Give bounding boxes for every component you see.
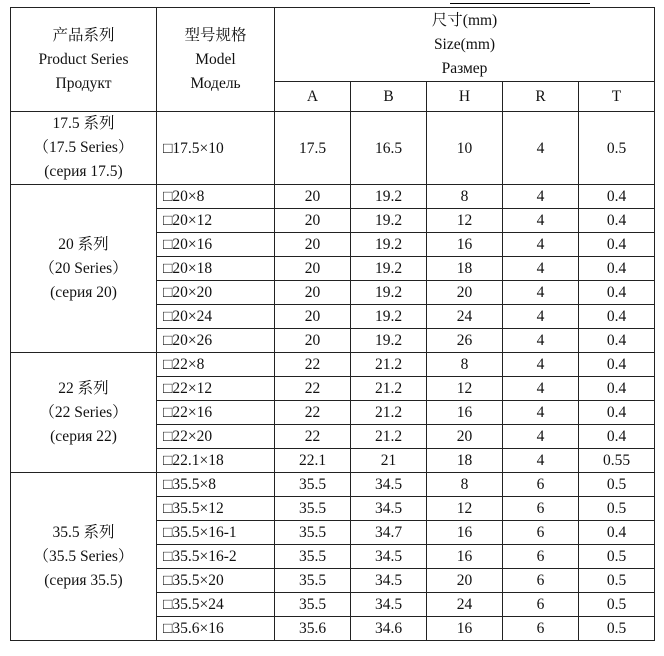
series-label-line: 20 系列 (58, 235, 109, 253)
size-t-cell: 0.5 (579, 593, 655, 617)
size-h-cell: 16 (427, 617, 503, 641)
size-t-cell: 0.4 (579, 353, 655, 377)
series-group-cell (11, 473, 157, 641)
size-a-cell: 20 (275, 257, 351, 281)
size-t-cell: 0.4 (579, 233, 655, 257)
series-label-line: 35.5 系列 (52, 523, 115, 541)
size-t-cell: 0.4 (579, 305, 655, 329)
size-r-cell: 4 (503, 281, 579, 305)
model-cell: □35.6×16 (157, 617, 275, 641)
series-label-line: 22 系列 (58, 379, 109, 397)
model-cell: □20×24 (157, 305, 275, 329)
size-r-cell: 4 (503, 112, 579, 185)
size-h-cell: 8 (427, 473, 503, 497)
size-b-cell: 21.2 (351, 401, 427, 425)
series-group-cell (11, 353, 157, 473)
size-t-cell: 0.4 (579, 185, 655, 209)
model-cell: □22×8 (157, 353, 275, 377)
size-t-cell: 0.4 (579, 425, 655, 449)
size-t-cell: 0.5 (579, 569, 655, 593)
model-cell: □20×16 (157, 233, 275, 257)
size-t-cell: 0.5 (579, 545, 655, 569)
header-row-1 (11, 8, 655, 82)
size-b-cell: 34.5 (351, 569, 427, 593)
size-t-cell: 0.4 (579, 329, 655, 353)
size-r-cell: 4 (503, 305, 579, 329)
size-t-cell: 0.4 (579, 257, 655, 281)
model-cell: □35.5×8 (157, 473, 275, 497)
size-h-cell: 18 (427, 449, 503, 473)
size-a-cell: 20 (275, 185, 351, 209)
size-r-cell: 4 (503, 257, 579, 281)
series-label-line: （17.5 Series） (33, 139, 134, 156)
series-label-line: 17.5 系列 (52, 115, 115, 132)
header-model-en: Model (195, 50, 236, 68)
header-product-series-ru: Продукт (55, 74, 112, 92)
size-h-cell: 8 (427, 185, 503, 209)
size-a-cell: 22 (275, 353, 351, 377)
size-r-cell: 6 (503, 521, 579, 545)
series-label-line: (серия 17.5) (44, 163, 123, 180)
model-cell: □22.1×18 (157, 449, 275, 473)
size-h-cell: 12 (427, 209, 503, 233)
size-b-cell: 21.2 (351, 425, 427, 449)
model-cell: □22×20 (157, 425, 275, 449)
size-a-cell: 22 (275, 377, 351, 401)
size-h-cell: 12 (427, 377, 503, 401)
size-t-cell: 0.55 (579, 449, 655, 473)
size-b-cell: 16.5 (351, 112, 427, 185)
header-size-zh: 尺寸(mm) (431, 11, 498, 29)
model-cell: □20×26 (157, 329, 275, 353)
header-model-ru: Модель (190, 74, 241, 92)
size-r-cell: 4 (503, 377, 579, 401)
size-a-cell: 35.5 (275, 569, 351, 593)
series-group-cell (11, 185, 157, 353)
model-cell: □22×12 (157, 377, 275, 401)
size-t-cell: 0.4 (579, 401, 655, 425)
size-b-cell: 19.2 (351, 185, 427, 209)
model-cell: □22×16 (157, 401, 275, 425)
size-b-cell: 34.5 (351, 497, 427, 521)
model-cell: □20×18 (157, 257, 275, 281)
size-h-cell: 20 (427, 569, 503, 593)
series-label-line: （20 Series） (39, 259, 128, 277)
size-a-cell: 35.5 (275, 545, 351, 569)
size-b-cell: 19.2 (351, 281, 427, 305)
size-t-cell: 0.4 (579, 521, 655, 545)
size-r-cell: 6 (503, 569, 579, 593)
size-a-cell: 35.5 (275, 473, 351, 497)
spec-table (10, 7, 655, 641)
header-product-series-zh: 产品系列 (52, 26, 115, 44)
series-label-line: (серия 20) (50, 283, 117, 301)
size-a-cell: 35.6 (275, 617, 351, 641)
size-b-cell: 21.2 (351, 353, 427, 377)
size-a-cell: 22 (275, 401, 351, 425)
size-b-cell: 21 (351, 449, 427, 473)
size-a-cell: 35.5 (275, 497, 351, 521)
size-r-cell: 4 (503, 209, 579, 233)
size-h-cell: 16 (427, 521, 503, 545)
model-cell: □20×20 (157, 281, 275, 305)
header-col-a: A (275, 82, 351, 112)
size-h-cell: 12 (427, 497, 503, 521)
size-h-cell: 16 (427, 233, 503, 257)
size-b-cell: 34.5 (351, 545, 427, 569)
size-h-cell: 20 (427, 425, 503, 449)
size-h-cell: 16 (427, 401, 503, 425)
size-a-cell: 22.1 (275, 449, 351, 473)
header-model (157, 8, 275, 112)
size-a-cell: 20 (275, 209, 351, 233)
size-r-cell: 6 (503, 617, 579, 641)
size-t-cell: 0.5 (579, 617, 655, 641)
size-a-cell: 20 (275, 233, 351, 257)
size-b-cell: 19.2 (351, 233, 427, 257)
table-row (11, 473, 655, 497)
size-a-cell: 20 (275, 281, 351, 305)
table-row (11, 112, 655, 185)
size-h-cell: 24 (427, 305, 503, 329)
size-t-cell: 0.5 (579, 497, 655, 521)
size-r-cell: 4 (503, 401, 579, 425)
series-label-line: （35.5 Series） (33, 547, 134, 565)
table-row (11, 353, 655, 377)
model-cell: □20×12 (157, 209, 275, 233)
header-col-r: R (503, 82, 579, 112)
size-b-cell: 19.2 (351, 209, 427, 233)
model-cell: □20×8 (157, 185, 275, 209)
size-r-cell: 4 (503, 329, 579, 353)
size-r-cell: 6 (503, 545, 579, 569)
header-size (275, 8, 655, 82)
size-h-cell: 26 (427, 329, 503, 353)
model-cell: □17.5×10 (157, 112, 275, 185)
size-b-cell: 34.5 (351, 593, 427, 617)
size-h-cell: 8 (427, 353, 503, 377)
header-product-series-en: Product Series (38, 50, 129, 68)
size-a-cell: 17.5 (275, 112, 351, 185)
header-size-ru: Размер (441, 59, 488, 77)
size-t-cell: 0.4 (579, 209, 655, 233)
size-a-cell: 22 (275, 425, 351, 449)
model-cell: □35.5×12 (157, 497, 275, 521)
size-r-cell: 6 (503, 497, 579, 521)
model-cell: □35.5×20 (157, 569, 275, 593)
size-r-cell: 4 (503, 353, 579, 377)
size-r-cell: 4 (503, 449, 579, 473)
size-a-cell: 35.5 (275, 521, 351, 545)
header-col-b: B (351, 82, 427, 112)
size-h-cell: 20 (427, 281, 503, 305)
size-b-cell: 19.2 (351, 305, 427, 329)
top-rule (450, 3, 590, 4)
size-t-cell: 0.4 (579, 377, 655, 401)
size-a-cell: 20 (275, 305, 351, 329)
size-h-cell: 10 (427, 112, 503, 185)
header-product-series (11, 8, 157, 112)
size-r-cell: 4 (503, 233, 579, 257)
size-t-cell: 0.5 (579, 473, 655, 497)
header-model-zh: 型号规格 (184, 26, 247, 44)
size-h-cell: 16 (427, 545, 503, 569)
size-h-cell: 24 (427, 593, 503, 617)
table-row (11, 185, 655, 209)
size-a-cell: 20 (275, 329, 351, 353)
size-b-cell: 19.2 (351, 257, 427, 281)
header-col-h: H (427, 82, 503, 112)
size-t-cell: 0.5 (579, 112, 655, 185)
model-cell: □35.5×16-2 (157, 545, 275, 569)
series-group-cell (11, 112, 157, 185)
size-r-cell: 4 (503, 185, 579, 209)
size-r-cell: 6 (503, 473, 579, 497)
model-cell: □35.5×16-1 (157, 521, 275, 545)
size-t-cell: 0.4 (579, 281, 655, 305)
size-b-cell: 19.2 (351, 329, 427, 353)
size-r-cell: 4 (503, 425, 579, 449)
header-size-en: Size(mm) (433, 35, 496, 53)
spec-table-body (11, 8, 655, 641)
size-b-cell: 34.6 (351, 617, 427, 641)
size-h-cell: 18 (427, 257, 503, 281)
header-col-t: T (579, 82, 655, 112)
size-a-cell: 35.5 (275, 593, 351, 617)
size-b-cell: 21.2 (351, 377, 427, 401)
size-r-cell: 6 (503, 593, 579, 617)
series-label-line: （22 Series） (39, 403, 128, 421)
series-label-line: (серия 35.5) (44, 571, 123, 589)
series-label-line: (серия 22) (50, 427, 117, 445)
model-cell: □35.5×24 (157, 593, 275, 617)
size-b-cell: 34.7 (351, 521, 427, 545)
size-b-cell: 34.5 (351, 473, 427, 497)
